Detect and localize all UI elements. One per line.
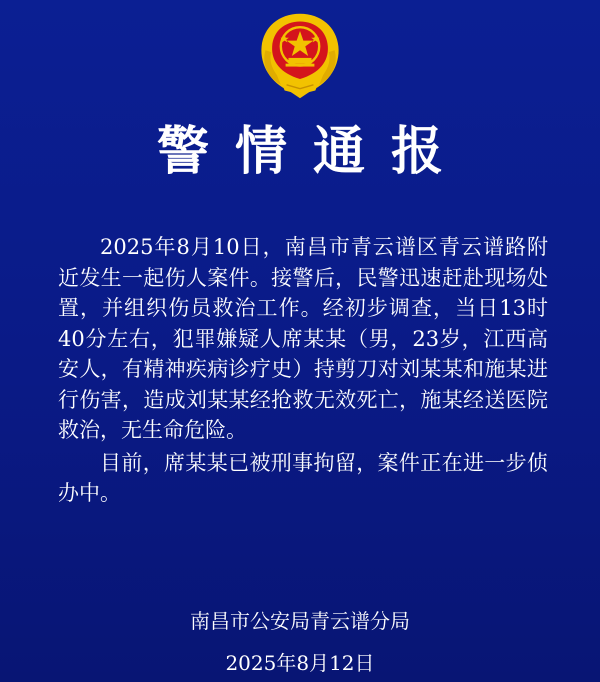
issue-date: 2025年8月12日 — [225, 651, 375, 675]
notice-body — [58, 232, 548, 509]
notice-signature — [0, 607, 600, 677]
notice-title: 警情通报 — [156, 122, 469, 182]
notice-paragraph-2: 目前，席某某已被刑事拘留，案件正在进一步侦办中。 — [58, 450, 548, 505]
police-emblem-icon — [252, 8, 348, 104]
notice-paragraph-1: 2025年8月10日，南昌市青云谱区青云谱路附近发生一起伤人案件。接警后，民警迅速赶赴现场处置，并组织伤员救治工作。经初步调查，当日13时40分左右，犯罪嫌疑人席某某（男，23岁，江西高安人，有精神疾病诊疗史）持剪刀对刘某某和施某进行伤害，造成刘某某经抢救无效死亡，施某经送医院救治，无生命危险。 — [58, 235, 548, 442]
issuer-name: 南昌市公安局青云谱分局 — [190, 609, 410, 633]
